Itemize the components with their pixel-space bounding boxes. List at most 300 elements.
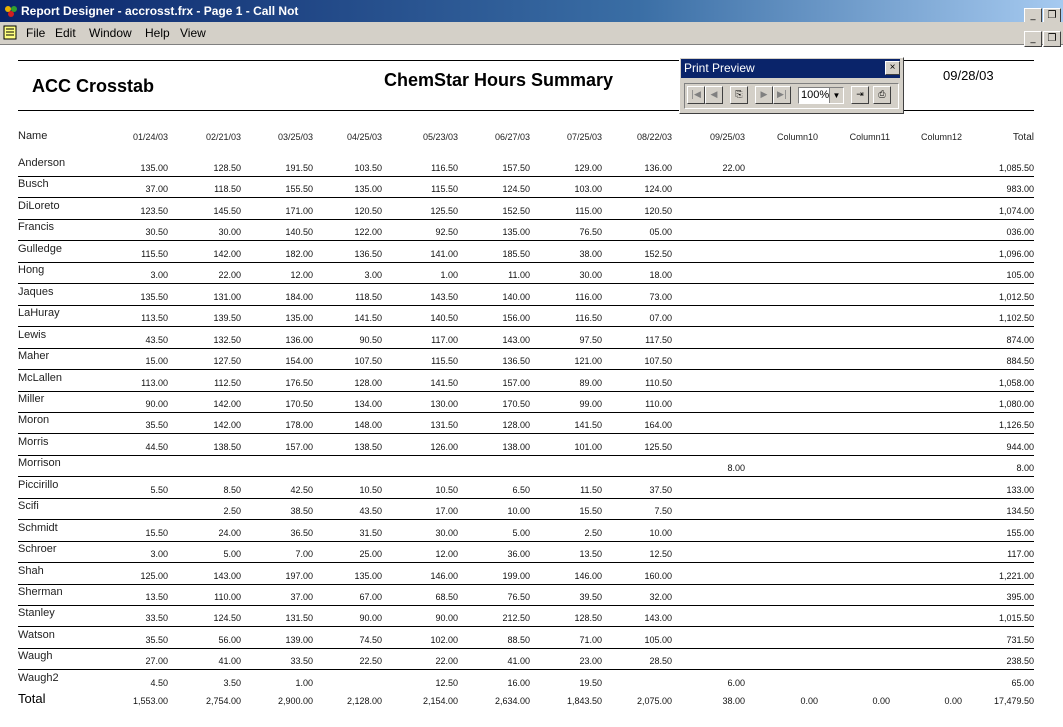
col-header: 02/21/03 xyxy=(205,132,241,142)
col-header: Total xyxy=(1012,132,1034,143)
table-cell: 99.00 xyxy=(579,398,602,409)
table-cell: 116.50 xyxy=(431,163,458,173)
table-cell: 115.50 xyxy=(431,184,458,195)
table-cell: 135.00 xyxy=(502,227,530,238)
table-cell: 23.00 xyxy=(579,656,602,667)
table-cell: 5.00 xyxy=(223,549,241,560)
table-cell: 185.50 xyxy=(502,248,530,259)
row-divider xyxy=(18,369,1034,370)
row-name: Waugh2 xyxy=(18,671,59,684)
row-name: Waugh xyxy=(18,650,53,663)
table-cell: 157.00 xyxy=(502,377,530,388)
table-cell: 112.50 xyxy=(214,377,241,388)
window-title-bar xyxy=(0,0,1063,22)
table-cell: 115.00 xyxy=(575,205,602,216)
table-cell: 122.00 xyxy=(354,227,382,238)
table-cell: 129.00 xyxy=(574,163,602,173)
table-cell: 24.00 xyxy=(218,527,241,538)
table-cell: 135.00 xyxy=(354,570,382,581)
table-cell: 22.00 xyxy=(218,270,241,281)
last-page-icon[interactable]: ▶| xyxy=(773,86,791,104)
table-cell: 25.00 xyxy=(359,549,382,560)
table-cell: 11.50 xyxy=(580,484,602,495)
table-cell: 90.00 xyxy=(145,398,168,409)
table-cell: 138.00 xyxy=(502,441,530,452)
table-cell: 38.00 xyxy=(579,248,602,259)
table-cell: 395.00 xyxy=(1006,592,1034,602)
table-cell: 43.50 xyxy=(145,334,168,345)
row-divider xyxy=(18,433,1034,434)
table-cell: 1,096.00 xyxy=(998,248,1034,259)
table-cell: 731.50 xyxy=(1006,634,1034,645)
total-label: Total xyxy=(18,691,46,707)
row-divider xyxy=(18,669,1034,670)
table-cell: 874.00 xyxy=(1006,334,1034,345)
table-cell: 12.00 xyxy=(290,270,313,281)
table-cell: 132.50 xyxy=(213,334,241,345)
table-cell: 115.50 xyxy=(431,356,458,367)
table-cell: 2.50 xyxy=(584,527,602,538)
table-cell: 135.00 xyxy=(354,184,382,195)
row-name: Francis xyxy=(18,221,55,234)
col-header: 09/25/03 xyxy=(709,132,745,142)
table-cell: 1,015.50 xyxy=(998,613,1034,624)
row-name: Piccirillo xyxy=(18,478,59,491)
table-cell: 37.50 xyxy=(649,484,672,495)
row-divider xyxy=(18,326,1034,327)
table-cell: 212.50 xyxy=(502,613,530,624)
table-cell: 31.50 xyxy=(359,527,382,538)
table-cell: 157.50 xyxy=(502,163,530,173)
table-cell: 105.00 xyxy=(1006,270,1034,281)
table-cell: 6.50 xyxy=(512,484,530,495)
table-cell: 134.00 xyxy=(354,398,382,409)
table-cell: 238.50 xyxy=(1006,656,1034,667)
menu-help[interactable]: Help xyxy=(145,26,170,40)
table-cell: 1,102.50 xyxy=(998,313,1034,324)
table-cell: 136.50 xyxy=(354,248,382,259)
table-cell: 117.50 xyxy=(645,334,672,345)
table-cell: 33.50 xyxy=(290,656,313,667)
table-cell: 135.00 xyxy=(285,313,313,324)
table-cell: 146.00 xyxy=(574,570,602,581)
table-cell: 130.00 xyxy=(430,398,458,409)
table-cell: 15.50 xyxy=(145,527,168,538)
table-cell: 1,126.50 xyxy=(998,420,1034,431)
table-cell: 76.50 xyxy=(507,592,530,602)
table-cell: 3.50 xyxy=(223,677,241,688)
report-date: 09/28/03 xyxy=(943,68,994,83)
table-cell: 128.00 xyxy=(502,420,530,431)
table-cell: 164.00 xyxy=(644,420,672,431)
report-center-title: ChemStar Hours Summary xyxy=(384,70,614,90)
total-cell: 1,553.00 xyxy=(132,696,168,707)
menu-view[interactable]: View xyxy=(180,26,206,40)
table-cell: 116.50 xyxy=(575,313,602,324)
row-name: Miller xyxy=(18,392,45,405)
total-cell: 2,900.00 xyxy=(277,696,313,707)
table-cell: 6.00 xyxy=(727,677,745,688)
doc-minimize-button[interactable]: _ xyxy=(1024,31,1042,47)
table-cell: 107.50 xyxy=(644,356,672,367)
col-header: 08/22/03 xyxy=(636,132,672,142)
table-cell: 157.00 xyxy=(285,441,313,452)
table-cell: 42.50 xyxy=(290,484,313,495)
table-cell: 138.50 xyxy=(354,441,382,452)
table-cell: 124.00 xyxy=(644,184,672,195)
row-name: McLallen xyxy=(18,371,63,384)
table-cell: 142.00 xyxy=(213,248,241,259)
table-cell: 38.50 xyxy=(290,506,313,517)
table-cell: 983.00 xyxy=(1006,184,1034,195)
table-cell: 139.00 xyxy=(285,634,313,645)
col-header: 06/27/03 xyxy=(494,132,530,142)
row-divider xyxy=(18,305,1034,306)
row-name: Moron xyxy=(18,414,50,427)
row-name: Lewis xyxy=(18,328,47,341)
table-cell: 152.50 xyxy=(644,248,672,259)
row-name: Schmidt xyxy=(18,521,58,534)
table-cell: 13.50 xyxy=(145,592,168,602)
table-cell: 5.50 xyxy=(150,484,168,495)
table-cell: 155.50 xyxy=(285,184,313,195)
table-cell: 118.50 xyxy=(355,291,382,302)
next-page-icon[interactable]: ▶ xyxy=(755,86,773,104)
row-name: Jaques xyxy=(18,285,54,298)
col-header-name: Name xyxy=(18,130,48,142)
row-name: Scifi xyxy=(18,500,39,513)
table-cell: 036.00 xyxy=(1006,227,1034,238)
doc-restore-button[interactable]: ❐ xyxy=(1043,31,1061,47)
table-cell: 8.00 xyxy=(1016,463,1034,474)
row-divider xyxy=(18,240,1034,241)
table-cell: 134.50 xyxy=(1006,506,1034,517)
col-header: 05/23/03 xyxy=(422,132,458,142)
table-cell: 125.50 xyxy=(644,441,672,452)
table-cell: 141.50 xyxy=(430,377,458,388)
table-cell: 1,074.00 xyxy=(998,205,1034,216)
table-cell: 125.50 xyxy=(430,205,458,216)
total-cell: 2,075.00 xyxy=(636,696,672,707)
table-cell: 944.00 xyxy=(1006,441,1034,452)
table-cell: 92.50 xyxy=(435,227,458,238)
table-cell: 116.00 xyxy=(575,291,602,302)
table-cell: 1.00 xyxy=(440,270,458,281)
table-cell: 15.50 xyxy=(579,506,602,517)
table-cell: 191.50 xyxy=(285,163,313,173)
table-cell: 138.50 xyxy=(213,441,241,452)
row-divider xyxy=(18,176,1034,177)
close-preview-icon[interactable]: ⇥ xyxy=(851,86,869,104)
table-cell: 145.50 xyxy=(213,205,241,216)
table-cell: 131.50 xyxy=(285,613,313,624)
table-cell: 105.00 xyxy=(644,634,672,645)
row-name: Shah xyxy=(18,564,44,577)
total-cell: 0.00 xyxy=(800,696,818,707)
row-name: DiLoreto xyxy=(18,199,60,212)
table-cell: 68.50 xyxy=(435,592,458,602)
row-divider xyxy=(18,262,1034,263)
print-preview-buttons xyxy=(684,83,899,109)
table-cell: 113.50 xyxy=(141,313,168,324)
table-cell: 36.50 xyxy=(290,527,313,538)
row-divider xyxy=(18,412,1034,413)
menu-edit[interactable]: Edit xyxy=(55,26,76,40)
table-cell: 170.50 xyxy=(285,398,313,409)
table-cell: 10.50 xyxy=(435,484,458,495)
table-cell: 12.50 xyxy=(435,677,458,688)
row-name: Busch xyxy=(18,178,49,191)
table-cell: 10.50 xyxy=(359,484,382,495)
row-name: Schroer xyxy=(18,543,57,556)
table-cell: 1,221.00 xyxy=(998,570,1034,581)
col-header: 03/25/03 xyxy=(277,132,313,142)
col-header: Column11 xyxy=(849,132,890,142)
table-cell: 121.00 xyxy=(574,356,602,367)
goto-page-icon[interactable]: ⎘ xyxy=(730,86,748,104)
zoom-value: 100% xyxy=(801,89,830,101)
menu-file[interactable]: File xyxy=(26,26,46,40)
table-cell: 182.00 xyxy=(285,248,313,259)
row-name: Morrison xyxy=(18,457,61,470)
table-cell: 89.00 xyxy=(579,377,602,388)
total-cell: 2,154.00 xyxy=(422,696,458,707)
table-cell: 22.00 xyxy=(435,656,458,667)
table-cell: 143.00 xyxy=(644,613,672,624)
row-name: Anderson xyxy=(18,157,66,169)
table-cell: 30.50 xyxy=(145,227,168,238)
row-name: LaHuray xyxy=(18,307,60,320)
total-cell: 2,634.00 xyxy=(494,696,530,707)
table-cell: 22.50 xyxy=(359,656,382,667)
total-cell: 0.00 xyxy=(872,696,890,707)
table-cell: 3.00 xyxy=(364,270,382,281)
chevron-down-icon: ▼ xyxy=(829,88,843,103)
print-icon[interactable]: ⎙ xyxy=(873,86,891,104)
table-cell: 7.00 xyxy=(295,549,313,560)
table-cell: 178.00 xyxy=(285,420,313,431)
table-cell: 4.50 xyxy=(150,677,168,688)
total-cell: 2,128.00 xyxy=(346,696,382,707)
table-cell: 43.50 xyxy=(359,506,382,517)
total-cell: 2,754.00 xyxy=(205,696,241,707)
table-cell: 110.00 xyxy=(214,592,241,602)
row-divider xyxy=(18,626,1034,627)
table-cell: 65.00 xyxy=(1011,677,1034,688)
table-cell: 16.00 xyxy=(507,677,530,688)
table-cell: 884.50 xyxy=(1006,356,1034,367)
row-name: Watson xyxy=(18,628,55,641)
table-cell: 30.00 xyxy=(435,527,458,538)
report-page xyxy=(18,60,1034,727)
table-cell: 117.00 xyxy=(431,334,458,345)
report-title: ACC Crosstab xyxy=(32,76,155,96)
table-cell: 101.00 xyxy=(574,441,602,452)
table-cell: 140.00 xyxy=(502,291,530,302)
table-cell: 15.00 xyxy=(145,356,168,367)
table-cell: 90.00 xyxy=(359,613,382,624)
minimize-button[interactable]: _ xyxy=(1024,8,1042,24)
zoom-select[interactable] xyxy=(798,87,844,104)
table-cell: 27.00 xyxy=(145,656,168,667)
row-name: Gulledge xyxy=(18,242,63,255)
table-cell: 135.00 xyxy=(140,163,168,173)
row-divider xyxy=(18,605,1034,606)
table-cell: 125.00 xyxy=(140,570,168,581)
row-divider xyxy=(18,283,1034,284)
row-divider xyxy=(18,648,1034,649)
table-cell: 7.50 xyxy=(654,506,672,517)
table-cell: 28.50 xyxy=(649,656,672,667)
table-cell: 2.50 xyxy=(223,506,241,517)
table-cell: 3.00 xyxy=(150,270,168,281)
row-divider xyxy=(18,584,1034,585)
table-cell: 120.50 xyxy=(644,205,672,216)
window-title: Report Designer - accrosst.frx - Page 1 - Call Not xyxy=(21,4,299,18)
table-cell: 18.00 xyxy=(649,270,672,281)
table-cell: 3.00 xyxy=(150,549,168,560)
table-cell: 139.50 xyxy=(213,313,241,324)
table-cell: 136.00 xyxy=(285,334,313,345)
row-divider xyxy=(18,455,1034,456)
row-divider xyxy=(18,219,1034,220)
table-cell: 102.00 xyxy=(430,634,458,645)
table-cell: 8.50 xyxy=(223,484,241,495)
table-cell: 17.00 xyxy=(435,506,458,517)
restore-button[interactable]: ❐ xyxy=(1043,8,1061,24)
table-cell: 32.00 xyxy=(649,592,672,602)
table-cell: 170.50 xyxy=(502,398,530,409)
table-cell: 142.00 xyxy=(213,420,241,431)
table-cell: 128.00 xyxy=(354,377,382,388)
table-cell: 41.00 xyxy=(507,656,530,667)
table-cell: 73.00 xyxy=(649,291,672,302)
row-name: Hong xyxy=(18,264,45,277)
table-cell: 71.00 xyxy=(579,634,602,645)
table-cell: 35.50 xyxy=(145,634,168,645)
table-cell: 37.00 xyxy=(145,184,168,195)
prev-page-icon[interactable]: ◀ xyxy=(705,86,723,104)
table-cell: 128.50 xyxy=(213,163,241,173)
table-cell: 123.50 xyxy=(140,205,168,216)
table-cell: 30.00 xyxy=(218,227,241,238)
table-cell: 126.00 xyxy=(430,441,458,452)
table-cell: 35.50 xyxy=(145,420,168,431)
table-cell: 07.00 xyxy=(649,313,672,324)
table-cell: 88.50 xyxy=(507,634,530,645)
row-divider xyxy=(18,498,1034,499)
table-cell: 152.50 xyxy=(502,205,530,216)
total-cell: 0.00 xyxy=(944,696,962,707)
row-divider xyxy=(18,391,1034,392)
table-cell: 127.50 xyxy=(213,356,241,367)
table-cell: 110.50 xyxy=(645,377,672,388)
table-cell: 5.00 xyxy=(512,527,530,538)
table-cell: 141.50 xyxy=(574,420,602,431)
print-preview-title: Print Preview xyxy=(681,59,900,78)
table-cell: 124.50 xyxy=(502,184,530,195)
table-cell: 143.00 xyxy=(213,570,241,581)
table-cell: 131.50 xyxy=(430,420,458,431)
close-icon[interactable]: × xyxy=(885,61,900,75)
table-cell: 41.00 xyxy=(218,656,241,667)
table-cell: 13.50 xyxy=(579,549,602,560)
col-header: 01/24/03 xyxy=(132,132,168,142)
table-cell: 113.00 xyxy=(141,377,168,388)
table-cell: 156.00 xyxy=(502,313,530,324)
row-divider xyxy=(18,541,1034,542)
col-header: 04/25/03 xyxy=(346,132,382,142)
table-cell: 199.00 xyxy=(502,570,530,581)
row-divider xyxy=(18,197,1034,198)
table-cell: 67.00 xyxy=(359,592,382,602)
table-cell: 36.00 xyxy=(507,549,530,560)
table-cell: 143.50 xyxy=(430,291,458,302)
table-cell: 10.00 xyxy=(507,506,530,517)
row-divider xyxy=(18,348,1034,349)
total-cell: 1,843.50 xyxy=(566,696,602,707)
table-cell: 146.00 xyxy=(430,570,458,581)
table-cell: 136.00 xyxy=(644,163,672,173)
table-cell: 1,085.50 xyxy=(998,163,1034,173)
table-cell: 160.00 xyxy=(644,570,672,581)
table-cell: 128.50 xyxy=(574,613,602,624)
table-cell: 97.50 xyxy=(579,334,602,345)
table-cell: 171.00 xyxy=(285,205,313,216)
table-cell: 33.50 xyxy=(145,613,168,624)
table-cell: 30.00 xyxy=(579,270,602,281)
table-cell: 103.00 xyxy=(574,184,602,195)
row-divider xyxy=(18,562,1034,563)
table-cell: 39.50 xyxy=(579,592,602,602)
table-cell: 154.00 xyxy=(285,356,313,367)
table-cell: 12.00 xyxy=(435,549,458,560)
row-name: Maher xyxy=(18,350,50,363)
table-cell: 76.50 xyxy=(579,227,602,238)
table-cell: 176.50 xyxy=(285,377,313,388)
table-cell: 22.00 xyxy=(722,163,745,173)
row-name: Stanley xyxy=(18,607,55,620)
table-cell: 148.00 xyxy=(354,420,382,431)
first-page-icon[interactable]: |◀ xyxy=(687,86,705,104)
document-icon xyxy=(3,25,17,40)
table-cell: 11.00 xyxy=(508,270,530,281)
menu-window[interactable]: Window xyxy=(89,26,132,40)
print-preview-toolbar[interactable] xyxy=(679,57,904,114)
table-cell: 74.50 xyxy=(359,634,382,645)
table-cell: 19.50 xyxy=(579,677,602,688)
table-cell: 8.00 xyxy=(727,463,745,474)
table-cell: 90.50 xyxy=(359,334,382,345)
table-cell: 142.00 xyxy=(213,398,241,409)
table-cell: 197.00 xyxy=(285,570,313,581)
col-header: Column12 xyxy=(920,132,962,142)
table-cell: 141.50 xyxy=(354,313,382,324)
table-cell: 110.00 xyxy=(645,398,672,409)
row-divider xyxy=(18,476,1034,477)
table-cell: 184.00 xyxy=(285,291,313,302)
app-icon xyxy=(3,3,19,19)
table-cell: 143.00 xyxy=(502,334,530,345)
table-cell: 155.00 xyxy=(1006,527,1034,538)
table-cell: 90.00 xyxy=(435,613,458,624)
table-cell: 107.50 xyxy=(354,356,382,367)
table-cell: 103.50 xyxy=(354,163,382,173)
total-cell: 38.00 xyxy=(722,696,745,707)
table-cell: 140.50 xyxy=(430,313,458,324)
table-cell: 135.50 xyxy=(140,291,168,302)
table-cell: 44.50 xyxy=(145,441,168,452)
